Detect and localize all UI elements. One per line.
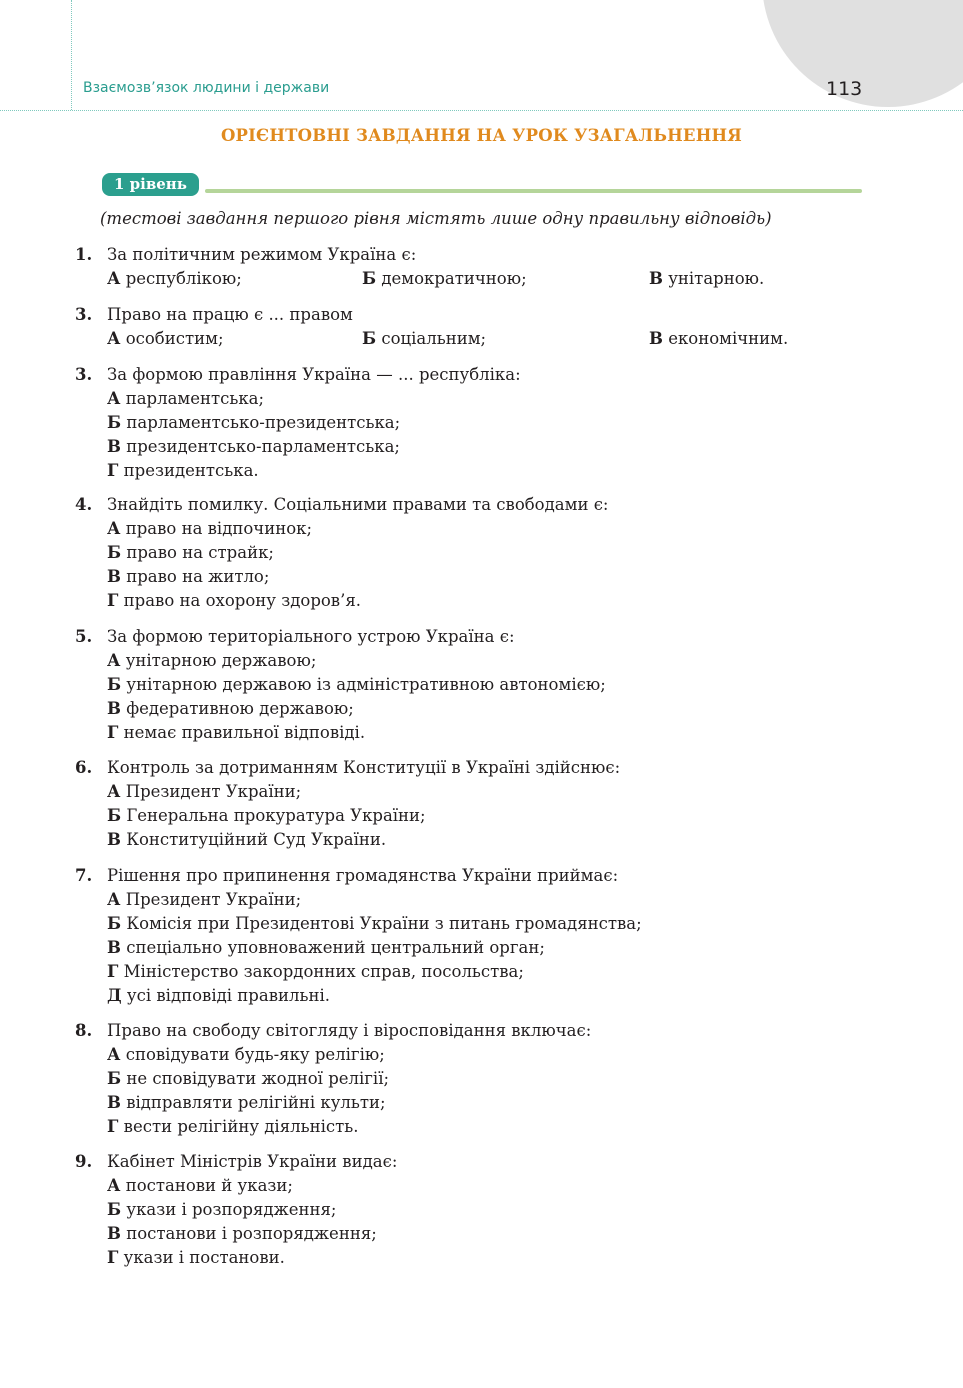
answer-option <box>107 389 264 408</box>
option-letter: Б <box>107 675 122 694</box>
question-text: Контроль за дотриманням Конституції в Україні здійснює: <box>107 758 621 777</box>
option-text: укази і постанови. <box>123 1248 285 1267</box>
option-letter: А <box>107 389 121 408</box>
option-text: укази і розпорядження; <box>126 1200 337 1219</box>
option-letter: В <box>649 329 663 348</box>
answer-option <box>107 1200 336 1219</box>
option-letter: А <box>107 329 121 348</box>
page-number: 113 <box>826 78 863 100</box>
option-letter: В <box>107 1224 121 1243</box>
option-text: Комісія при Президентові України з питань громадянства; <box>126 914 642 933</box>
option-letter: Г <box>107 723 119 742</box>
question-number: 8. <box>75 1021 93 1040</box>
option-text: федеративною державою; <box>126 699 354 718</box>
answer-option <box>107 413 400 432</box>
answer-option <box>107 329 224 348</box>
option-letter: А <box>107 519 121 538</box>
question-number: 9. <box>75 1152 93 1171</box>
answer-option <box>107 1117 358 1136</box>
running-title: Взаємозв’язок людини і держави <box>83 80 330 96</box>
answer-option <box>107 1069 389 1088</box>
option-letter: Б <box>107 1200 122 1219</box>
option-text: не сповідувати жодної релігії; <box>126 1069 390 1088</box>
answer-option <box>107 890 301 909</box>
option-text: соціальним; <box>381 329 487 348</box>
question-number: 3. <box>75 305 93 324</box>
answer-option <box>107 699 354 718</box>
answer-option <box>107 806 426 825</box>
instruction: (тестові завдання першого рівня містять лише одну правильну відповідь) <box>100 209 772 228</box>
option-letter: В <box>107 567 121 586</box>
question-number: 7. <box>75 866 93 885</box>
option-text: відправляти релігійні культи; <box>126 1093 386 1112</box>
answer-option <box>107 567 269 586</box>
option-letter: В <box>107 938 121 957</box>
option-letter: В <box>107 1093 121 1112</box>
answer-option <box>107 651 316 670</box>
option-text: унітарною державою; <box>125 651 317 670</box>
level-badge: 1 рівень <box>102 173 199 196</box>
option-letter: В <box>107 699 121 718</box>
option-letter: А <box>107 269 121 288</box>
margin-line <box>71 0 72 110</box>
option-letter: А <box>107 1176 121 1195</box>
answer-option <box>649 269 764 288</box>
question-text: За формою територіального устрою Україна є: <box>107 627 515 646</box>
option-letter: Г <box>107 591 119 610</box>
option-text: економічним. <box>668 329 789 348</box>
option-letter: Б <box>107 1069 122 1088</box>
option-text: Конституційний Суд України. <box>126 830 387 849</box>
option-text: особистим; <box>125 329 224 348</box>
option-text: Міністерство закордонних справ, посольства; <box>123 962 524 981</box>
answer-option <box>362 329 486 348</box>
option-text: право на житло; <box>126 567 270 586</box>
answer-option <box>107 1176 293 1195</box>
question-text: Знайдіть помилку. Соціальними правами та свободами є: <box>107 495 609 514</box>
answer-option <box>107 1093 386 1112</box>
answer-option <box>107 962 524 981</box>
option-text: постанови й укази; <box>125 1176 293 1195</box>
question-text: За політичним режимом Україна є: <box>107 245 417 264</box>
corner-decoration <box>762 0 963 107</box>
option-text: президентсько-парламентська; <box>126 437 400 456</box>
section-title: ОРІЄНТОВНІ ЗАВДАННЯ НА УРОК УЗАГАЛЬНЕННЯ <box>220 126 743 145</box>
option-text: парламентсько-президентська; <box>126 413 401 432</box>
answer-option <box>107 1224 377 1243</box>
option-letter: А <box>107 890 121 909</box>
option-letter: Б <box>107 543 122 562</box>
answer-option <box>649 329 788 348</box>
option-letter: В <box>107 830 121 849</box>
option-letter: А <box>107 782 121 801</box>
option-text: Президент України; <box>125 782 302 801</box>
question-number: 4. <box>75 495 93 514</box>
option-text: сповідувати будь-яку релігію; <box>125 1045 385 1064</box>
answer-option <box>107 675 606 694</box>
option-text: демократичною; <box>381 269 527 288</box>
option-text: президентська. <box>123 461 259 480</box>
answer-option <box>107 830 386 849</box>
answer-option <box>107 461 259 480</box>
question-number: 5. <box>75 627 93 646</box>
option-letter: Б <box>362 269 377 288</box>
answer-option <box>107 986 330 1005</box>
answer-option <box>107 1045 385 1064</box>
header-divider <box>0 110 963 111</box>
option-text: усі відповіді правильні. <box>126 986 330 1005</box>
question-text: Право на свободу світогляду і віросповідання включає: <box>107 1021 592 1040</box>
question-number: 1. <box>75 245 93 264</box>
option-letter: Г <box>107 461 119 480</box>
answer-option <box>107 914 642 933</box>
answer-option <box>107 591 361 610</box>
option-letter: Б <box>362 329 377 348</box>
option-text: право на відпочинок; <box>125 519 313 538</box>
answer-option <box>107 269 242 288</box>
option-letter: Б <box>107 806 122 825</box>
option-text: спеціально уповноважений центральний орган; <box>126 938 545 957</box>
question-text: Право на працю є ... правом <box>107 305 353 324</box>
option-letter: В <box>649 269 663 288</box>
option-letter: Г <box>107 1248 119 1267</box>
answer-option <box>107 519 312 538</box>
option-text: Генеральна прокуратура України; <box>126 806 426 825</box>
option-text: парламентська; <box>125 389 265 408</box>
option-text: вести релігійну діяльність. <box>123 1117 359 1136</box>
answer-option <box>362 269 527 288</box>
option-letter: Г <box>107 1117 119 1136</box>
option-letter: Б <box>107 914 122 933</box>
answer-option <box>107 1248 285 1267</box>
option-text: Президент України; <box>125 890 302 909</box>
option-text: право на охорону здоров’я. <box>123 591 361 610</box>
option-letter: Г <box>107 962 119 981</box>
option-text: постанови і розпорядження; <box>126 1224 377 1243</box>
option-letter: В <box>107 437 121 456</box>
answer-option <box>107 938 545 957</box>
option-text: республікою; <box>125 269 242 288</box>
option-letter: А <box>107 1045 121 1064</box>
question-number: 6. <box>75 758 93 777</box>
option-letter: Д <box>107 986 122 1005</box>
answer-option <box>107 723 365 742</box>
question-text: Рішення про припинення громадянства України приймає: <box>107 866 619 885</box>
option-text: унітарною. <box>668 269 765 288</box>
answer-option <box>107 543 274 562</box>
question-text: Кабінет Міністрів України видає: <box>107 1152 398 1171</box>
option-text: право на страйк; <box>126 543 274 562</box>
answer-option <box>107 437 400 456</box>
option-text: немає правильної відповіді. <box>123 723 366 742</box>
option-letter: А <box>107 651 121 670</box>
answer-option <box>107 782 301 801</box>
question-number: 3. <box>75 365 93 384</box>
option-text: унітарною державою із адміністративною автономією; <box>126 675 606 694</box>
level-rule <box>205 189 862 193</box>
question-text: За формою правління Україна — ... республіка: <box>107 365 521 384</box>
option-letter: Б <box>107 413 122 432</box>
